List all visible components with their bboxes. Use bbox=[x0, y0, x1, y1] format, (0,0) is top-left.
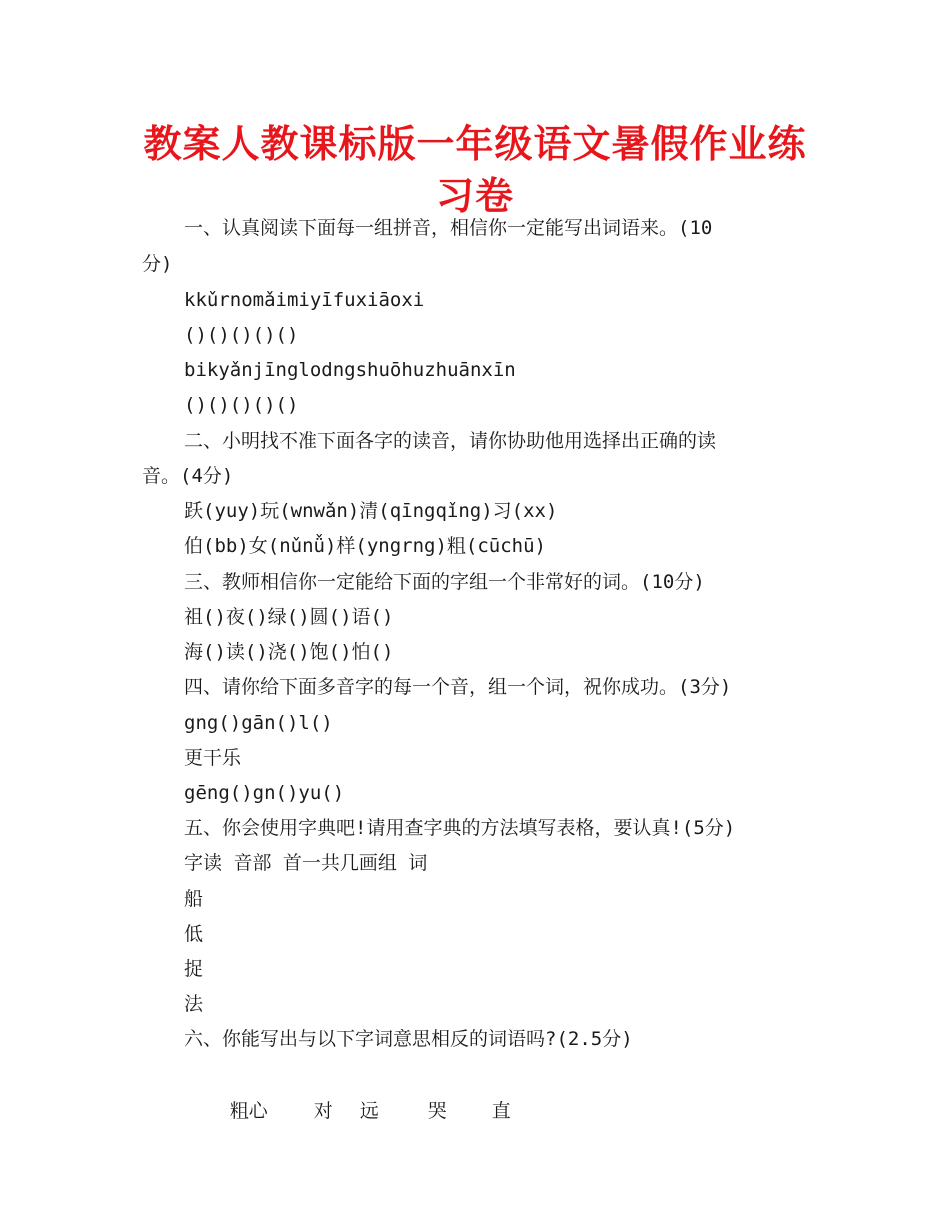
blank-row-1: ()()()()() bbox=[184, 324, 299, 346]
antonym-row bbox=[184, 1057, 522, 1165]
section-5-heading: 五、你会使用字典吧!请用查字典的方法填写表格，要认真!(5分) bbox=[184, 817, 736, 839]
table-row-char: 捉 bbox=[184, 958, 204, 980]
word-row-1: 祖()夜()绿()圆()语() bbox=[184, 606, 394, 628]
antonym-word: 对 bbox=[313, 1100, 333, 1122]
antonym-word: 远 bbox=[359, 1100, 379, 1122]
pinyin-row-1: kkǔrnomǎimiyīfuxiāoxi bbox=[184, 289, 425, 311]
section-2-heading-cont: 音。(4分) bbox=[142, 465, 234, 487]
antonym-word: 粗心 bbox=[229, 1100, 268, 1122]
section-3-heading: 三、教师相信你一定能给下面的字组一个非常好的词。(10分) bbox=[184, 571, 705, 593]
table-header: 字读 音部 首一共几画组 词 bbox=[184, 852, 428, 874]
reading-row-2: 伯(bb)女(nǔnǚ)样(yngrng)粗(cūchū) bbox=[184, 535, 546, 557]
blank-row-2: ()()()()() bbox=[184, 394, 299, 416]
polyphone-chars: 更干乐 bbox=[184, 747, 242, 769]
pinyin-row-2: bikyǎnjīnglodngshuōhuzhuānxīn bbox=[184, 359, 516, 381]
document-title: 教案人教课标版一年级语文暑假作业练习卷 bbox=[143, 122, 807, 218]
section-1-heading-cont: 分) bbox=[142, 253, 173, 275]
section-1-heading: 一、认真阅读下面每一组拼音，相信你一定能写出词语来。(10 bbox=[184, 217, 713, 239]
table-row-char: 法 bbox=[184, 993, 204, 1015]
reading-row-1: 跃(yuy)玩(wnwǎn)清(qīngqǐng)习(xx) bbox=[184, 500, 558, 522]
table-row-char: 低 bbox=[184, 923, 204, 945]
section-6-heading: 六、你能写出与以下字词意思相反的词语吗?(2.5分) bbox=[184, 1028, 633, 1050]
polyphone-row-1: gng()gān()l() bbox=[184, 712, 333, 734]
antonym-word: 直 bbox=[491, 1100, 511, 1122]
antonym-word: 哭 bbox=[427, 1100, 447, 1122]
section-2-heading: 二、小明找不准下面各字的读音，请你协助他用选择出正确的读 bbox=[184, 430, 717, 452]
word-row-2: 海()读()浇()饱()怕() bbox=[184, 641, 394, 663]
table-row-char: 船 bbox=[184, 888, 204, 910]
section-4-heading: 四、请你给下面多音字的每一个音，组一个词，祝你成功。(3分) bbox=[184, 676, 732, 698]
polyphone-row-2: gēng()gn()yu() bbox=[184, 782, 345, 804]
